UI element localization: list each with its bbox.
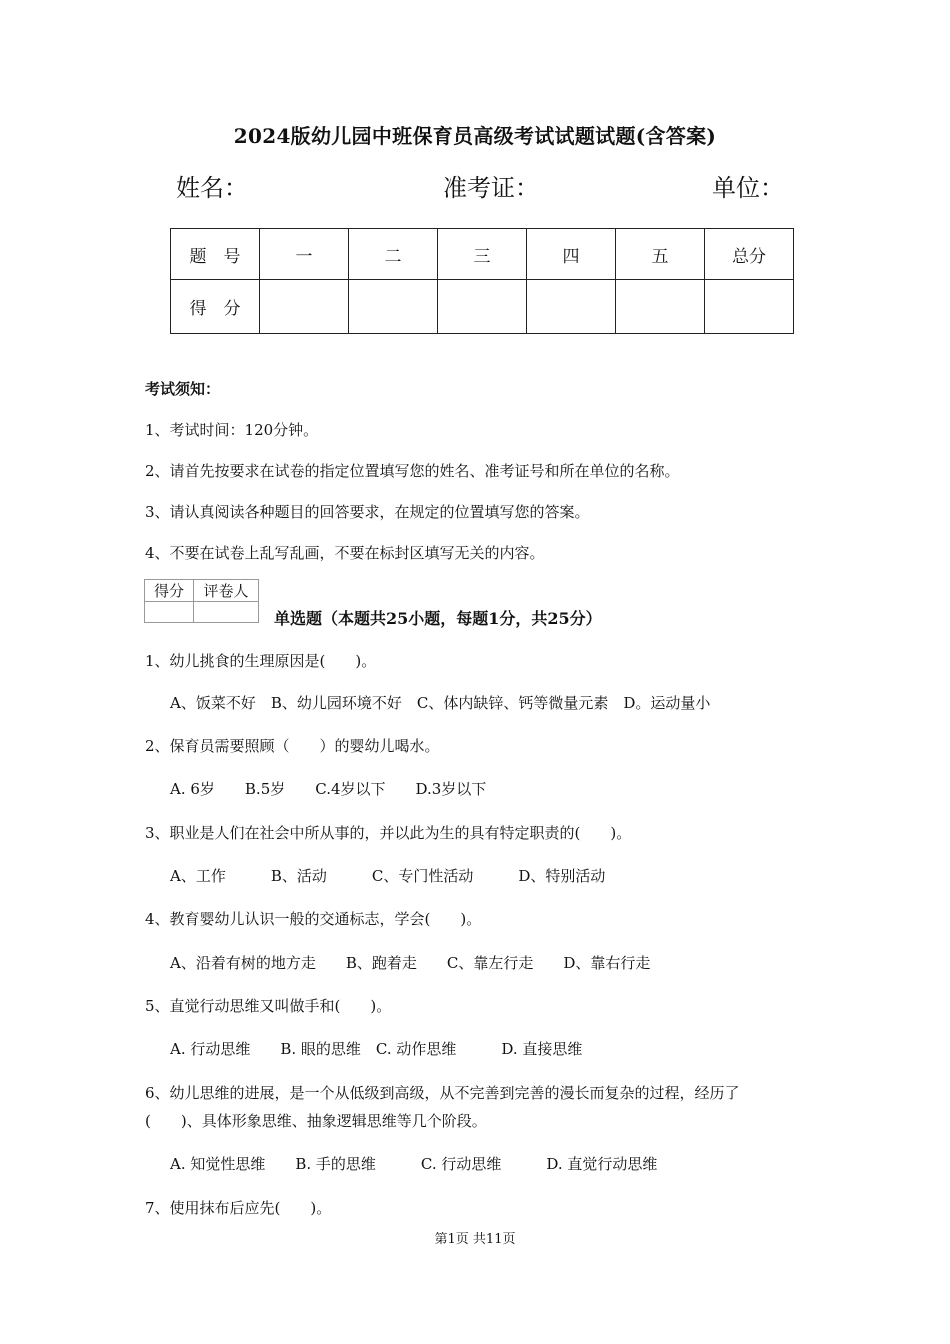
name-label: 姓名： [176,174,248,202]
question-options: A. 知觉性思维 B. 手的思维 C. 行动思维 D. 直觉行动思维 [170,1155,658,1173]
notice-item: 2、请首先按要求在试卷的指定位置填写您的姓名、准考证号和所在单位的名称。 [145,462,680,480]
score-table-header-cell: 三 [438,229,527,280]
question-options: A、饭菜不好 B、幼儿园环境不好 C、体内缺锌、钙等微量元素 D。运动量小 [170,694,711,712]
question: 2、保育员需要照顾（ ）的婴幼儿喝水。 [145,737,440,755]
unit-label: 单位： [712,174,784,202]
score-row-label: 得 分 [171,280,260,334]
exam-number-label: 准考证： [443,174,539,202]
question-options: A. 6岁 B.5岁 C.4岁以下 D.3岁以下 [170,780,487,798]
question-options: A、工作 B、活动 C、专门性活动 D、特别活动 [170,867,606,885]
question: 6、幼儿思维的进展，是一个从低级到高级，从不完善到完善的漫长而复杂的过程，经历了 [145,1084,740,1102]
score-cell [349,280,438,334]
grader-box [144,579,259,623]
notice-item: 1、考试时间：120分钟。 [145,421,319,439]
notice-heading: 考试须知： [145,380,221,398]
score-table-header-cell: 四 [527,229,616,280]
notice-item: 3、请认真阅读各种题目的回答要求，在规定的位置填写您的答案。 [145,503,590,521]
score-table [170,228,794,334]
score-table-header-cell: 二 [349,229,438,280]
notice-item: 4、不要在试卷上乱写乱画，不要在标封区填写无关的内容。 [145,544,545,562]
question: 5、直觉行动思维又叫做手和( )。 [145,997,392,1015]
score-table-header-cell: 总分 [705,229,794,280]
question: 1、幼儿挑食的生理原因是( )。 [145,652,377,670]
score-table-header-cell: 五 [616,229,705,280]
score-cell [438,280,527,334]
score-table-header-cell: 一 [260,229,349,280]
question-options: A、沿着有树的地方走 B、跑着走 C、靠左行走 D、靠右行走 [170,954,651,972]
question: 3、职业是人们在社会中所从事的，并以此为生的具有特定职责的( )。 [145,824,632,842]
grader-reviewer-label: 评卷人 [194,580,259,602]
score-cell [705,280,794,334]
grader-reviewer-cell [194,602,259,623]
page-title: 2024版幼儿园中班保育员高级考试试题试题(含答案) [233,124,717,148]
score-cell [527,280,616,334]
section-title: 单选题（本题共25小题，每题1分，共25分） [274,609,602,628]
grader-score-label: 得分 [145,580,194,602]
question-options: A. 行动思维 B. 眼的思维 C. 动作思维 D. 直接思维 [170,1040,583,1058]
question: 7、使用抹布后应先( )。 [145,1199,332,1217]
question: 4、教育婴幼儿认识一般的交通标志，学会( )。 [145,910,482,928]
question-continued: ( )、具体形象思维、抽象逻辑思维等几个阶段。 [145,1112,487,1130]
page-footer: 第1页 共11页 [434,1232,516,1247]
score-cell [616,280,705,334]
grader-score-cell [145,602,194,623]
score-cell [260,280,349,334]
score-table-header-cell: 题 号 [171,229,260,280]
